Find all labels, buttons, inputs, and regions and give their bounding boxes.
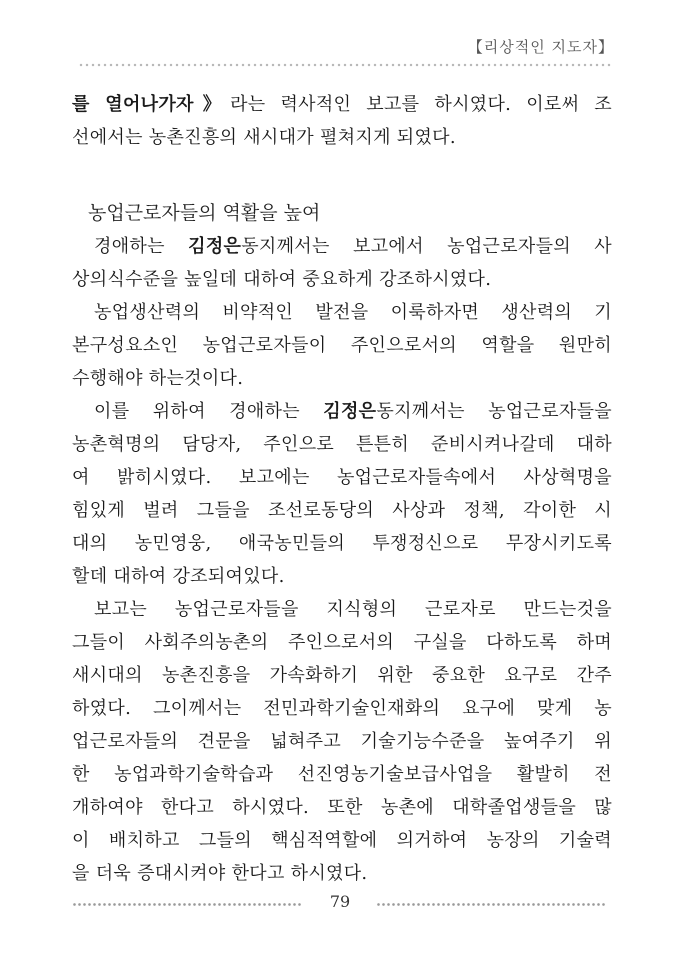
page-body — [72, 88, 612, 890]
leader-name: 김정은 — [188, 236, 242, 257]
paragraph5-line-3: 새시대의 농촌진흥을 가속화하기 위한 중요한 요구로 간주 — [72, 665, 612, 686]
paragraph4-line-1 — [72, 395, 612, 428]
paragraph5-line-5: 업근로자들의 견문을 넓혀주고 기술기능수준을 높여주기 위 — [72, 731, 612, 752]
paragraph5-line-2: 그들이 사회주의농촌의 주인으로서의 구실을 다하도록 하며 — [72, 632, 612, 653]
leader-name: 김정은 — [323, 401, 377, 422]
header-dotted-rule — [78, 62, 611, 68]
paragraph5-line-9: 을 더욱 증대시켜야 한다고 하시였다. — [72, 863, 368, 884]
text-run: 동지께서는 보고에서 농업근로자들의 사 — [241, 236, 612, 257]
paragraph3-line-2: 본구성요소인 농업근로자들이 주인으로서의 역할을 원만히 — [72, 335, 612, 356]
footer-ornament-right — [376, 902, 606, 907]
paragraph5-line-1: 보고는 농업근로자들을 지식형의 근로자로 만드는것을 — [94, 599, 612, 620]
text-run: 경애하는 — [94, 236, 189, 257]
page-number: 79 — [329, 892, 351, 911]
paragraph5-line-6: 한 농업과학기술학습과 선진영농기술보급사업을 활발히 전 — [72, 764, 612, 785]
paragraph4-line-6: 할데 대하여 강조되여있다. — [72, 566, 285, 587]
paragraph3-line-3: 수행해야 하는것이다. — [72, 368, 244, 389]
paragraph3-line-1: 농업생산력의 비약적인 발전을 이룩하자면 생산력의 기 — [94, 302, 612, 323]
paragraph5-line-7: 개하여야 한다고 하시였다. 또한 농촌에 대학졸업생들을 많 — [72, 797, 612, 818]
text-run: 동지께서는 농업근로자들을 — [376, 401, 612, 422]
paragraph1-line-2: 선에서는 농촌진흥의 새시대가 펼쳐지게 되였다. — [72, 127, 456, 148]
paragraph5-line-4: 하였다. 그이께서는 전민과학기술인재화의 요구에 맞게 농 — [72, 698, 612, 719]
paragraph4-line-4: 힘있게 벌려 그들을 조선로동당의 사상과 정책, 각이한 시 — [72, 500, 612, 521]
quoted-title-end: 를 열어나가자》 — [72, 94, 231, 115]
paragraph2-line-1 — [72, 230, 612, 263]
paragraph5-line-8: 이 배치하고 그들의 핵심적역할에 의거하여 농장의 기술력 — [72, 830, 612, 851]
text-run: 라는 력사적인 보고를 하시였다. 이로써 조 — [230, 94, 612, 115]
paragraph4-line-5: 대의 농민영웅, 애국농민들의 투쟁정신으로 무장시키도록 — [72, 533, 612, 554]
paragraph4-line-2: 농촌혁명의 담당자, 주인으로 튼튼히 준비시켜나갈데 대하 — [72, 434, 612, 455]
paragraph4-line-3: 여 밝히시였다. 보고에는 농업근로자들속에서 사상혁명을 — [72, 467, 612, 488]
paragraph1-line-1 — [72, 88, 612, 121]
page-footer — [0, 888, 680, 918]
text-run: 이를 위하여 경애하는 — [94, 401, 324, 422]
section-heading: 농업근로자들의 역활을 높여 — [88, 202, 321, 224]
running-header: 【리상적인 지도자】 — [467, 38, 614, 56]
paragraph2-line-2: 상의식수준을 높일데 대하여 중요하게 강조하시였다. — [72, 269, 492, 290]
